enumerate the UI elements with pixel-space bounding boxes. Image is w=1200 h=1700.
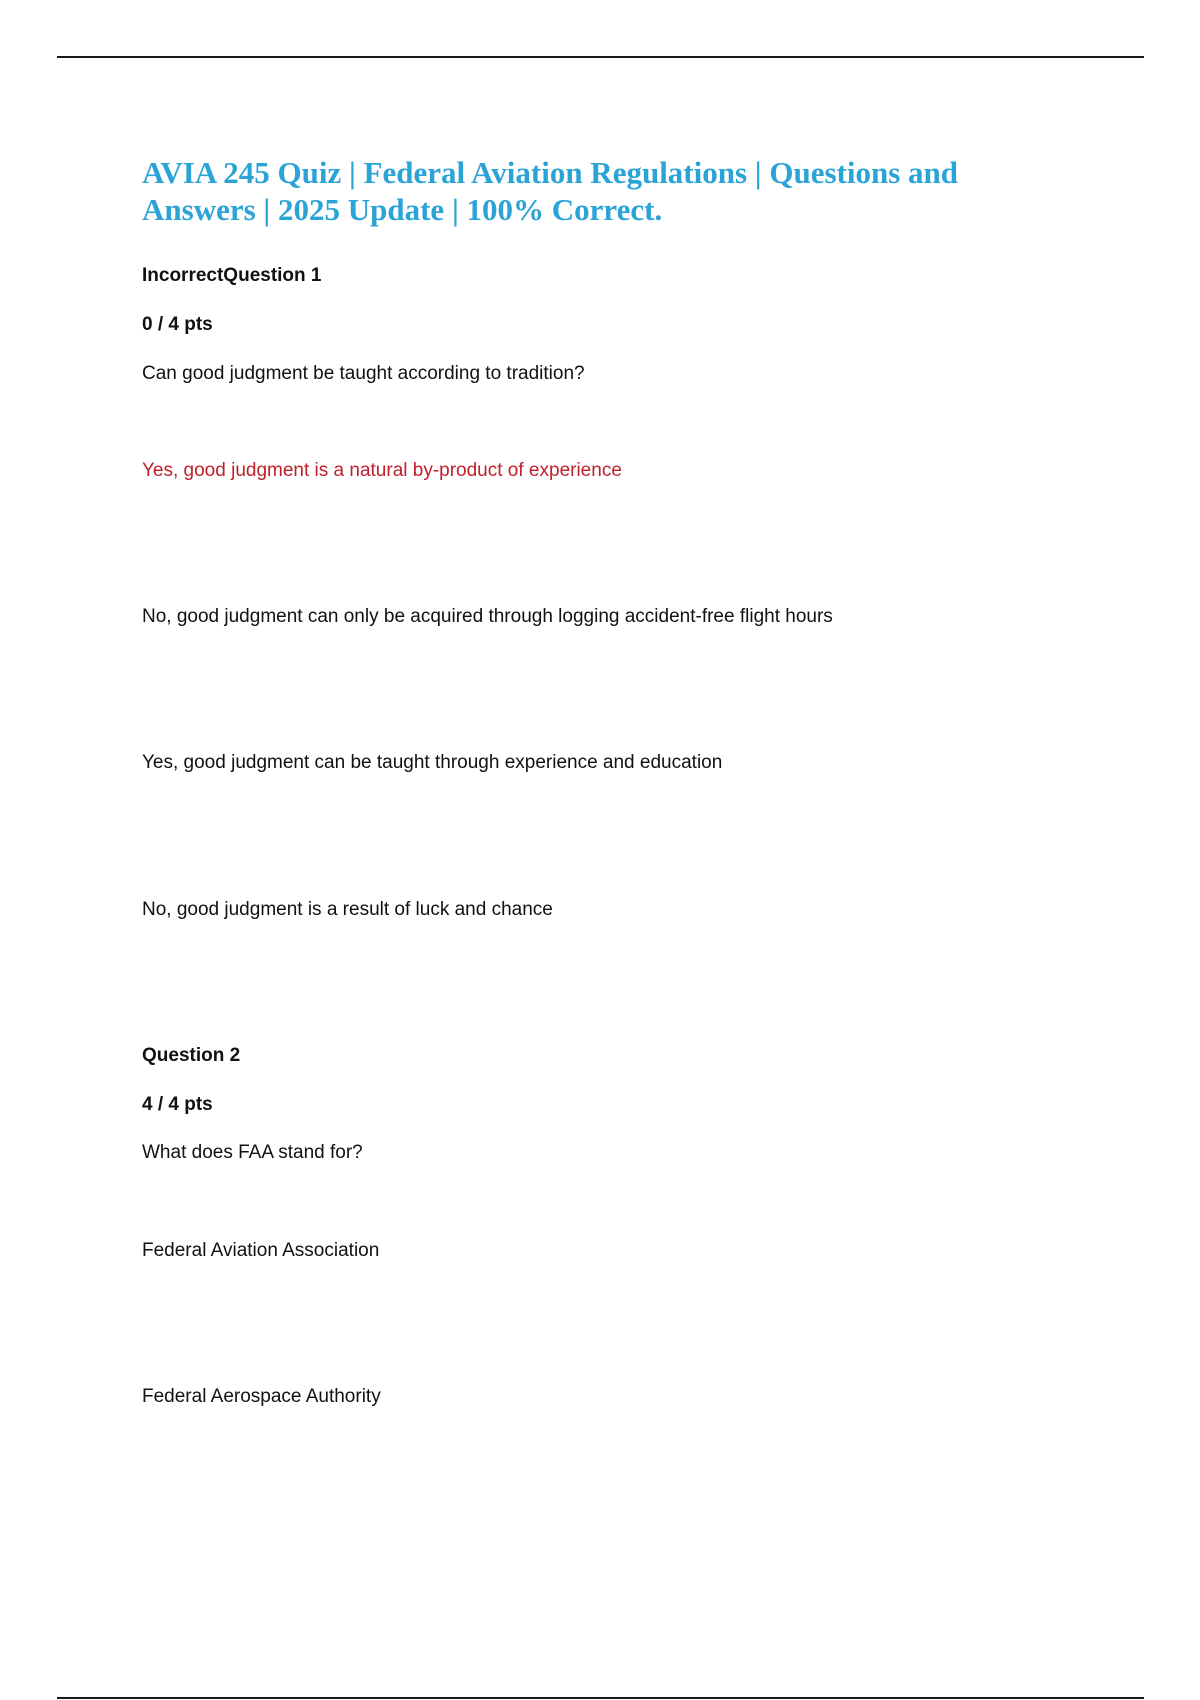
question-1-option-2[interactable]: No, good judgment can only be acquired through logging accident-free flight hours: [142, 606, 833, 627]
question-1-option-3[interactable]: Yes, good judgment can be taught through experience and education: [142, 752, 723, 773]
footer-rule: [57, 1697, 1144, 1699]
question-1-option-4[interactable]: No, good judgment is a result of luck and chance: [142, 899, 553, 920]
question-1-option-1[interactable]: Yes, good judgment is a natural by-product of experience: [142, 460, 622, 481]
question-2-prompt: What does FAA stand for?: [142, 1142, 363, 1163]
question-2-option-1[interactable]: Federal Aviation Association: [142, 1240, 380, 1261]
question-1-prompt: Can good judgment be taught according to tradition?: [142, 363, 585, 384]
document-title: AVIA 245 Quiz | Federal Aviation Regulations | Questions and Answers | 2025 Update | 100% Correct.: [142, 155, 959, 227]
question-1-points: 0 / 4 pts: [142, 314, 213, 335]
question-2-option-2[interactable]: Federal Aerospace Authority: [142, 1386, 381, 1407]
question-2-points: 4 / 4 pts: [142, 1094, 213, 1115]
question-1-label: IncorrectQuestion 1: [142, 265, 322, 286]
header-rule: [57, 56, 1144, 58]
question-2-label: Question 2: [142, 1045, 241, 1066]
